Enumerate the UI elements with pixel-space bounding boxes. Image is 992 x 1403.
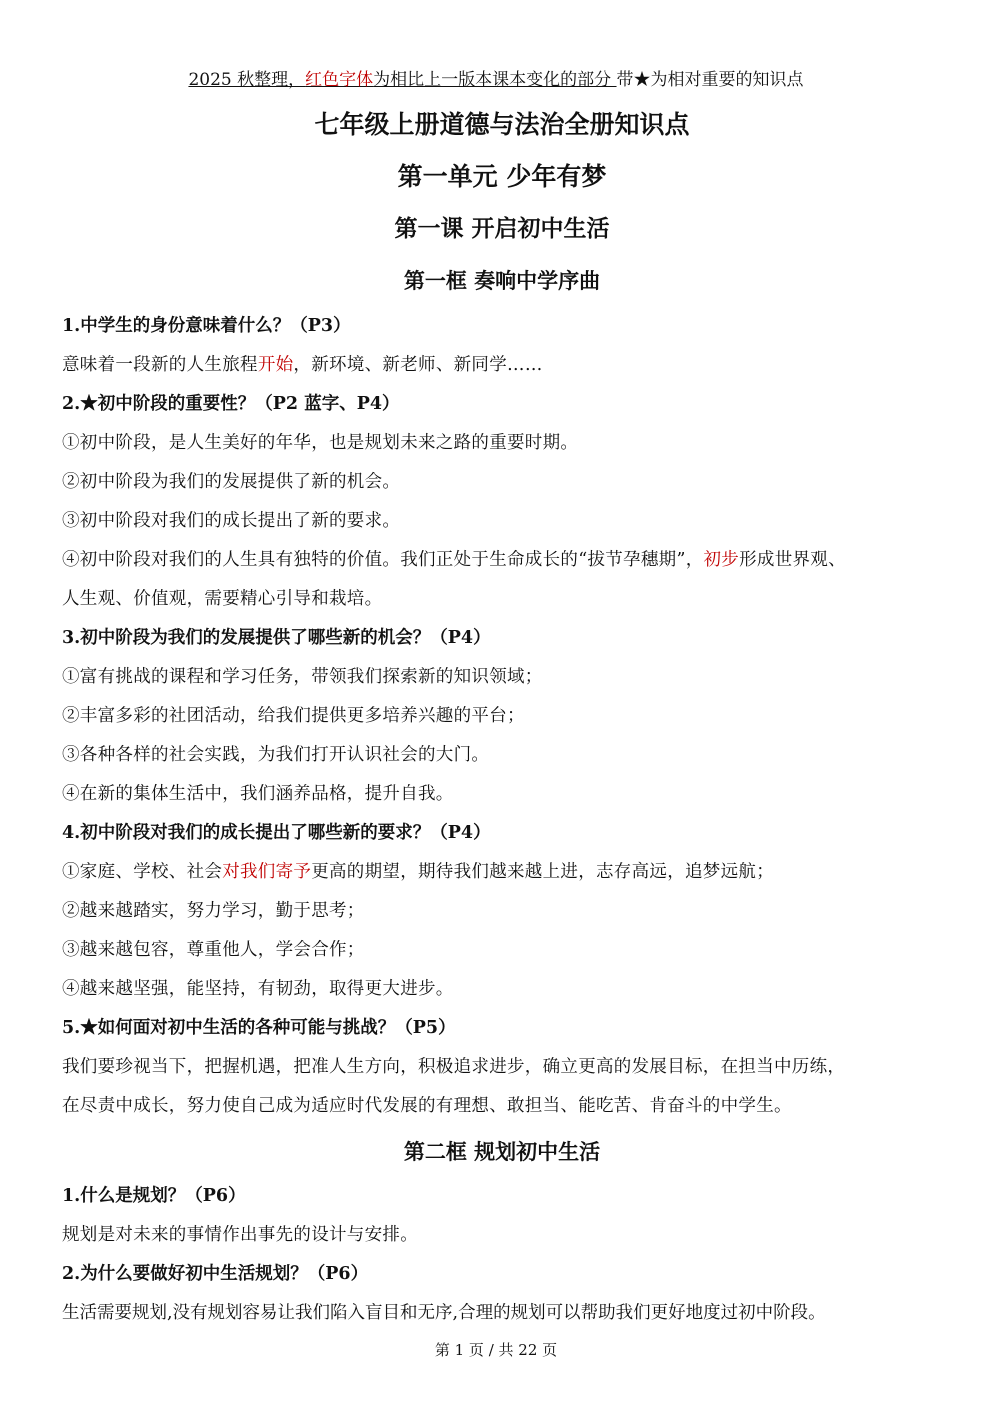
answer-line [62,541,942,580]
answer-line: ③各种各样的社会实践，为我们打开认识社会的大门。 [62,745,490,765]
answer-line: 生活需要规划,没有规划容易让我们陷入盲目和无序,合理的规划可以帮助我们更好地度过初中阶段。 [62,1303,826,1323]
header-underlined [188,70,616,90]
answer-line: ①初中阶段，是人生美好的年华，也是规划未来之路的重要时期。 [62,433,579,453]
text: ，新环境、新老师、新同学…… [293,355,543,375]
red-text: 对我们寄予 [222,862,312,882]
header-post: 为相比上一版本课本变化的部分 [373,70,617,90]
question: 5.★如何面对初中生活的各种可能与挑战？（P5） [62,1018,456,1038]
text: 意味着一段新的人生旅程 [62,355,258,375]
question: 4.初中阶段对我们的成长提出了哪些新的要求？（P4） [62,823,491,843]
document-title: 七年级上册道德与法治全册知识点 [314,110,690,139]
red-text: 开始 [257,355,294,375]
answer-line: ②初中阶段为我们的发展提供了新的机会。 [62,472,401,492]
answer-line: 我们要珍视当下，把握机遇，把准人生方向，积极追求进步，确立更高的发展目标，在担当中历练， [62,1057,846,1077]
answer-line: ③越来越包容，尊重他人，学会合作； [62,940,365,960]
answer-line: 在尽责中成长，努力使自己成为适应时代发展的有理想、敢担当、能吃苦、肯奋斗的中学生。 [62,1096,792,1116]
answer-line: ③初中阶段对我们的成长提出了新的要求。 [62,511,401,531]
header-tail: 带★为相对重要的知识点 [616,70,804,90]
document-body [62,99,942,1333]
text: ①家庭、学校、社会 [62,862,223,882]
answer-line: ①富有挑战的课程和学习任务，带领我们探索新的知识领域； [62,667,543,687]
frame1-heading: 第一框 奏响中学序曲 [403,268,601,293]
page-footer: 第 1 页 / 共 22 页 [434,1341,558,1359]
answer-line [62,853,942,892]
header-pre: 2025 秋整理， [188,70,306,90]
text: 形成世界观、 [739,550,846,570]
unit-heading: 第一单元 少年有梦 [397,162,607,191]
answer-line: ②丰富多彩的社团活动，给我们提供更多培养兴趣的平台； [62,706,525,726]
question: 3.初中阶段为我们的发展提供了哪些新的机会？（P4） [62,628,491,648]
answer-line [62,346,942,385]
frame2-heading: 第二框 规划初中生活 [403,1139,601,1164]
answer-line: ④在新的集体生活中，我们涵养品格，提升自我。 [62,784,454,804]
answer-line: ②越来越踏实，努力学习，勤于思考； [62,901,365,921]
text: 更高的期望，期待我们越来越上进，志存高远，追梦远航； [311,862,775,882]
document-header-note [0,67,992,93]
answer-line: 人生观、价值观，需要精心引导和栽培。 [62,589,383,609]
answer-line: 规划是对未来的事情作出事先的设计与安排。 [62,1225,418,1245]
text: ④初中阶段对我们的人生具有独特的价值。我们正处于生命成长的“拔节孕穗期”， [62,550,704,570]
header-red-text: 红色字体 [305,70,374,90]
question: 2.为什么要做好初中生活规划？（P6） [62,1264,369,1284]
question: 2.★初中阶段的重要性？（P2 蓝字、P4） [62,394,400,414]
question: 1.什么是规划？（P6） [62,1186,246,1206]
lesson-heading: 第一课 开启初中生活 [394,215,610,242]
red-text: 初步 [703,550,740,570]
question: 1.中学生的身份意味着什么？（P3） [62,316,351,336]
answer-line: ④越来越坚强，能坚持，有韧劲，取得更大进步。 [62,979,454,999]
